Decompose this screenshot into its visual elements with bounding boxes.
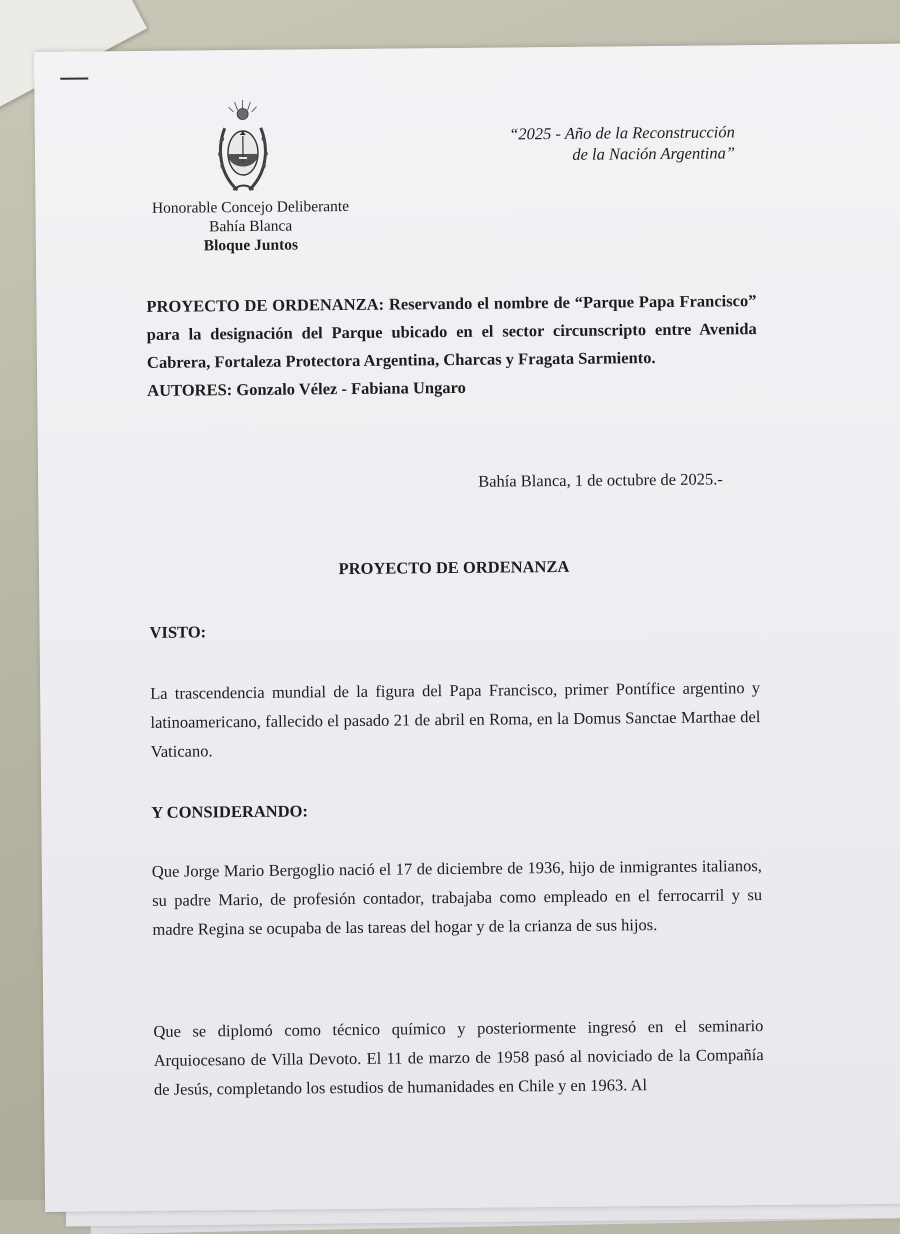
date-line: Bahía Blanca, 1 de octubre de 2025.- — [478, 469, 778, 492]
edge-mark — [60, 77, 88, 79]
visto-heading: VISTO: — [149, 622, 206, 643]
project-description: PROYECTO DE ORDENANZA: Reservando el nombre de “Parque Papa Francisco” para la designación del Parque ubicado en el sector circunscripto entre Avenida Cabrera, Fortaleza Protectora Argentina, Charcas y Fragata Sarmiento. — [146, 287, 757, 377]
considerando-heading: Y CONSIDERANDO: — [151, 801, 308, 823]
letterhead — [135, 197, 366, 256]
year-motto — [475, 121, 735, 165]
city-name: Bahía Blanca — [136, 216, 366, 237]
considerando-paragraph-2: Que se diplomó como técnico químico y posteriormente ingresó en el seminario Arquiocesano de Villa Devoto. El 11 de marzo de 1958 pasó al noviciado de la Compañía de Jesús, completando los estudios de humanidades en Chile y en 1963. Al — [153, 1011, 764, 1104]
argentina-coat-of-arms-icon — [214, 98, 271, 199]
motto-line-1: “2025 - Año de la Reconstrucción — [475, 121, 735, 144]
bloque-name: Bloque Juntos — [136, 235, 366, 256]
considerando-paragraph-1: Que Jorge Mario Bergoglio nació el 17 de diciembre de 1936, hijo de inmigrantes italianos, su padre Mario, de profesión contador, trabajaba como empleado en el ferrocarril y su madre Regina se ocupaba de las tareas del hogar y de la crianza de sus hijos. — [152, 851, 763, 944]
project-summary — [146, 287, 757, 405]
authors-line: AUTORES: Gonzalo Vélez - Fabiana Ungaro — [147, 371, 757, 405]
ordinance-title: PROYECTO DE ORDENANZA — [149, 555, 759, 581]
institution-name: Honorable Concejo Deliberante — [135, 197, 365, 218]
motto-line-2: de la Nación Argentina” — [475, 142, 735, 165]
visto-paragraph: La trascendencia mundial de la figura del Papa Francisco, primer Pontífice argentino y latinoamericano, fallecido el pasado 21 de abril en Roma, en la Domus Sanctae Marthae del Vaticano. — [150, 673, 761, 766]
document-page — [34, 44, 900, 1212]
